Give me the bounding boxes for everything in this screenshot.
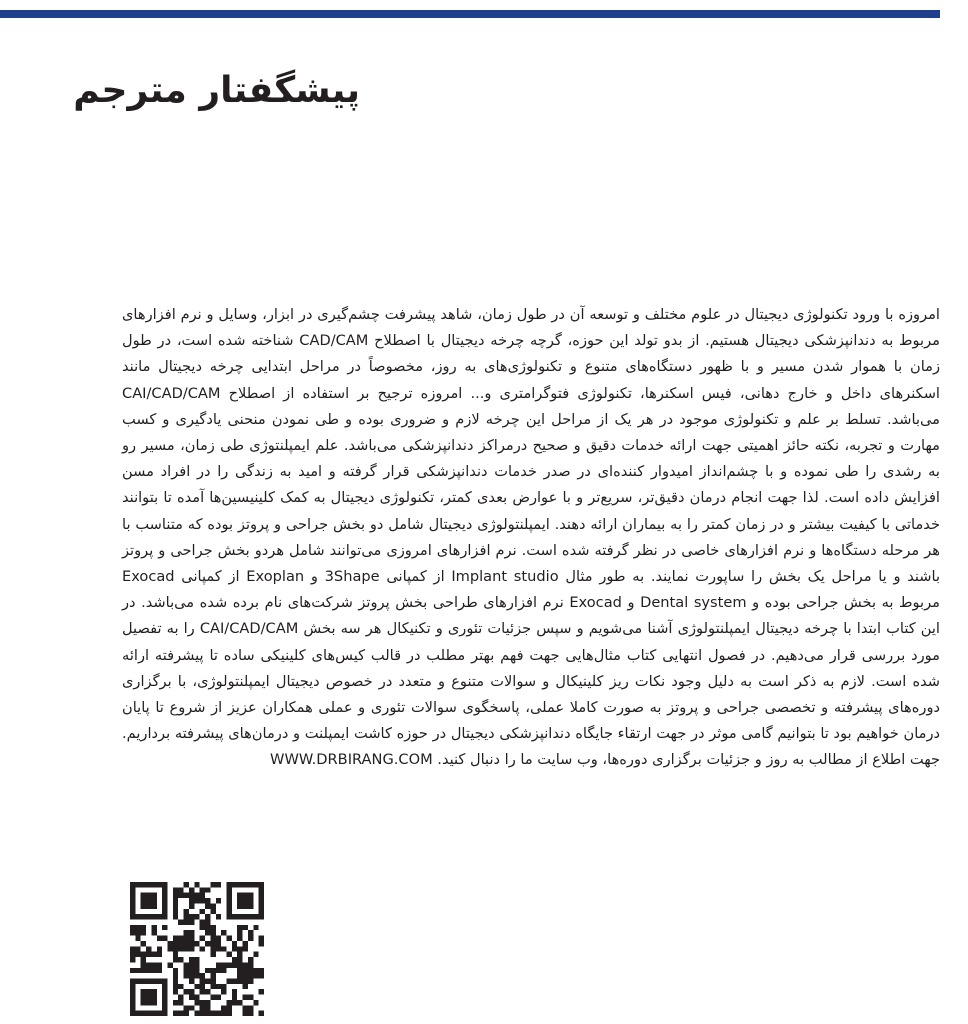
body-paragraph: امروزه با ورود تکنولوژی دیجیتال در علوم مختلف و توسعه آن در طول زمان، شاهد پیشرفت چشم‌گیری در ابزار، وسایل و نرم افزارهای مربوط به دندانپزشکی دیجیتال هستیم. از بدو تولد این حوزه، گرچه چرخه دیجیتال با اصطلاح CAD/CAM شناخته شده است، در طول زمان با هموار شدن مسیر و با ظهور دستگاه‌های متنوع و تکنولوژی‌های به روز، مخصوصاً در مراحل ابتدایی چرخه دیجیتال مانند اسکنرهای داخل و خارج دهانی، فیس اسکنرها، تکنولوژی فتوگرامتری و... امروزه ترجیح بر استفاده از اصطلاح CAI/CAD/CAM می‌باشد. تسلط بر علم و تکنولوژی موجود در هر یک از مراحل این چرخه لازم و ضروری بوده و طی نمودن منحنی یادگیری و کسب مهارت و تجربه، نکته حائز اهمیتی جهت ارائه خدمات دقیق و صحیح درمراکز دندانپزشکی می‌باشد. علم ایمپلنتوژی طی زمان، مسیر رو به رشدی را طی نموده و با چشم‌انداز امیدوار کننده‌ای در صدر خدمات دندانپزشکی قرار گرفته و امید به زندگی را در افراد مسن افزایش داده است. لذا جهت انجام درمان دقیق‌تر، سریع‌تر و با عوارض بعدی کمتر، تکنولوژی دیجیتال به کمک کلینیسین‌ها آمده تا بتوانند خدماتی با کیفیت بیشتر و در زمان کمتر را به بیماران ارائه دهند. ایمپلنتولوژی دیجیتال شامل دو بخش جراحی و پروتز بوده که متناسب با هر مرحله دستگاه‌ها و نرم افزارهای خاصی در نظر گرفته شده است. نرم افزارهای امروزی می‌توانند شامل هردو بخش جراحی و پروتز باشند و یا مراحل یک بخش را ساپورت نمایند. به طور مثال Implant studio از کمپانی 3Shape و Exoplan از کمپانی Exocad مربوط به بخش جراحی بوده و Dental system و Exocad نرم افزارهای طراحی بخش پروتز شرکت‌های نام برده شده می‌باشد. در این کتاب ابتدا با چرخه دیجیتال ایمپلنتولوژی آشنا می‌شویم و سپس جزئیات تئوری و تکنیکال هر سه بخش CAI/CAD/CAM را به تفصیل مورد بررسی قرار می‌دهیم. در فصول انتهایی کتاب مثال‌هایی جهت فهم بهتر مطلب در قالب کیس‌های کلینیکی ساده تا پیشرفته ارائه شده است. لازم به ذکر است به دلیل وجود نکات ریز کلینیکال و سوالات متنوع و متعدد در خصوص دیجیتال ایمپلنتولوژی، با برگزاری دوره‌های پیشرفته و تخصصی جراحی و پروتز به صورت کاملا عملی، پاسخگوی سوالات تئوری و عملی همکاران عزیز از شروع تا پایان درمان خواهیم بود تا بتوانیم گامی موثر در جهت ارتقاء جایگاه دندانپزشکی دیجیتال در حوزه کاشت ایمپلنت و درمان‌های پیشرفته برداریم. جهت اطلاع از مطالب به روز و جزئیات برگزاری دوره‌ها، وب سایت ما را دنبال کنید. WWW.DRBIRANG.COM — [122, 306, 941, 769]
page-title: پیشگفتار مترجم — [73, 70, 360, 111]
header-accent-bar — [0, 10, 940, 18]
qr-code-icon[interactable] — [130, 882, 264, 1016]
